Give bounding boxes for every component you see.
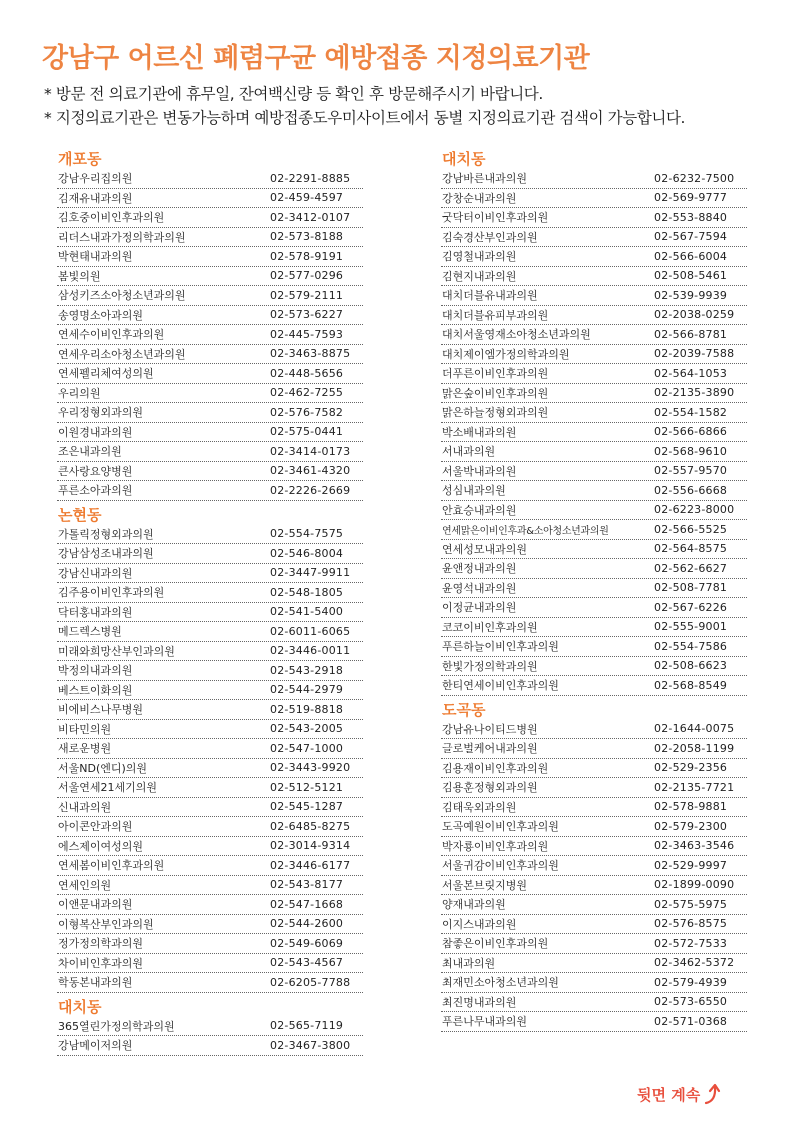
clinic-name: 서내과의원 bbox=[442, 445, 496, 459]
clinic-phone: 02-579-2111 bbox=[270, 288, 344, 302]
clinic-row bbox=[57, 208, 363, 228]
clinic-name: 한티연세이비인후과의원 bbox=[442, 679, 559, 693]
clinic-phone: 02-566-5525 bbox=[654, 522, 728, 536]
clinic-row bbox=[57, 642, 363, 662]
clinic-row bbox=[57, 915, 363, 935]
clinic-row bbox=[441, 856, 747, 876]
clinic-name: 김용훈정형외과의원 bbox=[442, 781, 538, 795]
clinic-phone: 02-2039-7588 bbox=[654, 347, 735, 361]
clinic-row bbox=[441, 442, 747, 462]
clinic-row bbox=[441, 657, 747, 677]
clinic-row bbox=[441, 403, 747, 423]
clinic-name: 굿닥터이비인후과의원 bbox=[442, 211, 549, 225]
clinic-name: 새로운병원 bbox=[58, 742, 112, 756]
clinic-name: 봄빛의원 bbox=[58, 269, 101, 283]
clinic-row bbox=[441, 1012, 747, 1032]
clinic-name: 연세수이비인후과의원 bbox=[58, 328, 165, 342]
clinic-name: 강창순내과의원 bbox=[442, 191, 517, 205]
clinic-name: 김주용이비인후과의원 bbox=[58, 586, 165, 600]
clinic-phone: 02-462-7255 bbox=[270, 386, 344, 400]
clinic-row bbox=[57, 934, 363, 954]
clinic-phone: 02-547-1000 bbox=[270, 741, 344, 755]
clinic-name: 김영철내과의원 bbox=[442, 250, 517, 264]
clinic-row bbox=[441, 676, 747, 696]
clinic-row bbox=[57, 583, 363, 603]
clinic-name: 윤앤정내과의원 bbox=[442, 562, 517, 576]
clinic-phone: 02-544-2600 bbox=[270, 917, 344, 931]
clinic-phone: 02-566-8781 bbox=[654, 327, 728, 341]
clinic-row bbox=[57, 856, 363, 876]
clinic-name: 큰사랑요양병원 bbox=[58, 464, 133, 478]
clinic-phone: 02-445-7593 bbox=[270, 327, 344, 341]
clinic-name: 대치더블유피부과의원 bbox=[442, 308, 549, 322]
clinic-row bbox=[441, 364, 747, 384]
clinic-phone: 02-578-9191 bbox=[270, 249, 344, 263]
clinic-phone: 02-6011-6065 bbox=[270, 624, 351, 638]
clinic-phone: 02-567-7594 bbox=[654, 230, 728, 244]
clinic-phone: 02-576-7582 bbox=[270, 405, 344, 419]
clinic-name: 강남우리집의원 bbox=[58, 172, 133, 186]
clinic-phone: 02-566-6004 bbox=[654, 249, 728, 263]
clinic-phone: 02-548-1805 bbox=[270, 585, 344, 599]
clinic-row bbox=[441, 169, 747, 189]
clinic-name: 더푸른이비인후과의원 bbox=[442, 367, 549, 381]
clinic-row bbox=[441, 345, 747, 365]
clinic-name: 우리정형외과의원 bbox=[58, 406, 144, 420]
clinic-phone: 02-553-8840 bbox=[654, 210, 728, 224]
clinic-phone: 02-3467-3800 bbox=[270, 1038, 351, 1052]
clinic-row bbox=[441, 618, 747, 638]
clinic-name: 최진명내과의원 bbox=[442, 995, 517, 1009]
clinic-phone: 02-564-8575 bbox=[654, 542, 728, 556]
clinic-phone: 02-3014-9314 bbox=[270, 839, 351, 853]
clinic-row bbox=[441, 895, 747, 915]
clinic-row bbox=[57, 247, 363, 267]
clinic-row bbox=[57, 817, 363, 837]
clinic-name: 도곡예원이비인후과의원 bbox=[442, 820, 559, 834]
clinic-name: 가톨릭정형외과의원 bbox=[58, 527, 154, 541]
clinic-name: 강남유나이티드병원 bbox=[442, 722, 538, 736]
clinic-name: 성심내과의원 bbox=[442, 484, 506, 498]
clinic-name: 아이콘안과의원 bbox=[58, 820, 133, 834]
clinic-name: 비에비스나무병원 bbox=[58, 703, 144, 717]
clinic-phone: 02-448-5656 bbox=[270, 366, 344, 380]
clinic-row bbox=[441, 637, 747, 657]
clinic-name: 대치서울영재소아청소년과의원 bbox=[442, 328, 591, 342]
clinic-name: 김재유내과의원 bbox=[58, 191, 133, 205]
clinic-name: 베스트이화의원 bbox=[58, 683, 133, 697]
clinic-row bbox=[57, 564, 363, 584]
notice-line-2: * 지정의료기관은 변동가능하며 예방접종도우미사이트에서 동별 지정의료기관 검색이 가능합니다. bbox=[44, 109, 686, 127]
clinic-row bbox=[57, 837, 363, 857]
clinic-name: 최재민소아청소년과의원 bbox=[442, 976, 559, 990]
clinic-name: 비타민의원 bbox=[58, 722, 112, 736]
clinic-row bbox=[57, 306, 363, 326]
clinic-row bbox=[441, 501, 747, 521]
clinic-row bbox=[57, 325, 363, 345]
clinic-row bbox=[57, 622, 363, 642]
clinic-row bbox=[57, 700, 363, 720]
clinic-row bbox=[57, 525, 363, 545]
clinic-name: 연세봄이비인후과의원 bbox=[58, 859, 165, 873]
clinic-row bbox=[57, 403, 363, 423]
clinic-phone: 02-3463-8875 bbox=[270, 347, 351, 361]
clinic-name: 김용재이비인후과의원 bbox=[442, 761, 549, 775]
clinic-phone: 02-6485-8275 bbox=[270, 819, 351, 833]
clinic-name: 삼성키즈소아청소년과의원 bbox=[58, 289, 186, 303]
clinic-name: 이앤문내과의원 bbox=[58, 898, 133, 912]
clinic-row bbox=[441, 462, 747, 482]
clinic-name: 연세우리소아청소년과의원 bbox=[58, 347, 186, 361]
clinic-phone: 02-3414-0173 bbox=[270, 444, 351, 458]
clinic-name: 박자룡이비인후과의원 bbox=[442, 839, 549, 853]
clinic-name: 글로벌케어내과의원 bbox=[442, 742, 538, 756]
left-column bbox=[57, 149, 363, 1056]
clinic-phone: 02-569-9777 bbox=[654, 191, 728, 205]
clinic-phone: 02-3462-5372 bbox=[654, 956, 735, 970]
clinic-name: 윤영석내과의원 bbox=[442, 581, 517, 595]
clinic-name: 미래와희망산부인과의원 bbox=[58, 644, 175, 658]
clinic-phone: 02-554-1582 bbox=[654, 405, 728, 419]
clinic-name: 박정의내과의원 bbox=[58, 664, 133, 678]
clinic-row bbox=[57, 661, 363, 681]
clinic-row bbox=[57, 481, 363, 501]
clinic-row bbox=[441, 384, 747, 404]
clinic-name: 메드렉스병원 bbox=[58, 625, 122, 639]
clinic-phone: 02-573-6550 bbox=[654, 995, 728, 1009]
clinic-phone: 02-529-2356 bbox=[654, 761, 728, 775]
clinic-phone: 02-3446-0011 bbox=[270, 644, 351, 658]
clinic-name: 이형복산부인과의원 bbox=[58, 917, 154, 931]
clinic-phone: 02-579-4939 bbox=[654, 975, 728, 989]
clinic-row bbox=[441, 520, 747, 540]
clinic-row bbox=[441, 934, 747, 954]
clinic-phone: 02-549-6069 bbox=[270, 936, 344, 950]
clinic-name: 이지스내과의원 bbox=[442, 917, 517, 931]
clinic-row bbox=[57, 1036, 363, 1056]
clinic-phone: 02-571-0368 bbox=[654, 1014, 728, 1028]
clinic-row bbox=[57, 895, 363, 915]
clinic-phone: 02-3443-9920 bbox=[270, 761, 351, 775]
clinic-row bbox=[57, 739, 363, 759]
clinic-row bbox=[441, 423, 747, 443]
clinic-row bbox=[441, 876, 747, 896]
clinic-phone: 02-2135-3890 bbox=[654, 386, 735, 400]
clinic-name: 서울박내과의원 bbox=[442, 464, 517, 478]
section-heading: 대치동 bbox=[58, 997, 102, 1016]
clinic-phone: 02-2226-2669 bbox=[270, 483, 351, 497]
clinic-name: 김태욱외과의원 bbox=[442, 800, 517, 814]
clinic-phone: 02-6232-7500 bbox=[654, 171, 735, 185]
clinic-phone: 02-539-9939 bbox=[654, 288, 728, 302]
clinic-row bbox=[441, 739, 747, 759]
clinic-row bbox=[441, 559, 747, 579]
clinic-name: 정가정의학과의원 bbox=[58, 937, 144, 951]
clinic-row bbox=[57, 423, 363, 443]
clinic-phone: 02-573-6227 bbox=[270, 308, 344, 322]
clinic-name: 참좋은이비인후과의원 bbox=[442, 937, 549, 951]
clinic-row bbox=[441, 481, 747, 501]
clinic-phone: 02-543-2005 bbox=[270, 722, 344, 736]
clinic-phone: 02-2291-8885 bbox=[270, 171, 351, 185]
clinic-row bbox=[441, 798, 747, 818]
clinic-name: 맑은하늘정형외과의원 bbox=[442, 406, 549, 420]
clinic-phone: 02-6223-8000 bbox=[654, 503, 735, 517]
clinic-name: 서울귀감이비인후과의원 bbox=[442, 859, 559, 873]
clinic-phone: 02-3461-4320 bbox=[270, 464, 351, 478]
clinic-row bbox=[441, 817, 747, 837]
clinic-row bbox=[441, 286, 747, 306]
clinic-name: 김호중이비인후과의원 bbox=[58, 211, 165, 225]
clinic-row bbox=[57, 778, 363, 798]
clinic-phone: 02-544-2979 bbox=[270, 683, 344, 697]
clinic-row bbox=[57, 798, 363, 818]
clinic-phone: 02-554-7586 bbox=[654, 639, 728, 653]
clinic-name: 푸른나무내과의원 bbox=[442, 1015, 528, 1029]
clinic-phone: 02-575-5975 bbox=[654, 897, 728, 911]
clinic-row bbox=[441, 759, 747, 779]
notice-line-1: * 방문 전 의료기관에 휴무일, 잔여백신량 등 확인 후 방문해주시기 바랍니다. bbox=[44, 85, 543, 103]
clinic-row bbox=[441, 579, 747, 599]
clinic-row bbox=[441, 993, 747, 1013]
page-title: 강남구 어르신 폐렴구균 예방접종 지정의료기관 bbox=[42, 43, 590, 74]
clinic-name: 신내과의원 bbox=[58, 800, 112, 814]
clinic-phone: 02-543-4567 bbox=[270, 956, 344, 970]
clinic-phone: 02-543-8177 bbox=[270, 878, 344, 892]
clinic-row bbox=[441, 325, 747, 345]
clinic-row bbox=[57, 169, 363, 189]
clinic-name: 최내과의원 bbox=[442, 956, 496, 970]
clinic-row bbox=[441, 306, 747, 326]
clinic-phone: 02-1899-0090 bbox=[654, 878, 735, 892]
clinic-phone: 02-556-6668 bbox=[654, 483, 728, 497]
section-heading: 개포동 bbox=[58, 150, 102, 168]
clinic-name: 서울ND(엔디)의원 bbox=[58, 761, 148, 775]
clinic-row bbox=[57, 267, 363, 287]
clinic-row bbox=[441, 208, 747, 228]
clinic-row bbox=[441, 954, 747, 974]
clinic-name: 맑은숲이비인후과의원 bbox=[442, 386, 549, 400]
clinic-row bbox=[57, 954, 363, 974]
clinic-row bbox=[57, 462, 363, 482]
clinic-phone: 02-3447-9911 bbox=[270, 566, 351, 580]
clinic-phone: 02-543-2918 bbox=[270, 663, 344, 677]
clinic-row bbox=[441, 915, 747, 935]
clinic-row bbox=[57, 973, 363, 993]
clinic-name: 강남삼성조내과의원 bbox=[58, 547, 154, 561]
clinic-phone: 02-547-1668 bbox=[270, 897, 344, 911]
clinic-name: 강남바른내과의원 bbox=[442, 172, 528, 186]
clinic-phone: 02-578-9881 bbox=[654, 800, 728, 814]
clinic-row bbox=[57, 681, 363, 701]
clinic-row bbox=[57, 544, 363, 564]
clinic-phone: 02-508-6623 bbox=[654, 659, 728, 673]
clinic-name: 연세성모내과의원 bbox=[442, 542, 528, 556]
clinic-row bbox=[57, 442, 363, 462]
clinic-phone: 02-555-9001 bbox=[654, 620, 728, 634]
clinic-phone: 02-6205-7788 bbox=[270, 975, 351, 989]
clinic-name: 조은내과의원 bbox=[58, 445, 122, 459]
clinic-phone: 02-554-7575 bbox=[270, 527, 344, 541]
clinic-phone: 02-2135-7721 bbox=[654, 780, 735, 794]
clinic-name: 강남메이저의원 bbox=[58, 1039, 133, 1053]
clinic-row bbox=[57, 364, 363, 384]
section-heading: 논현동 bbox=[58, 505, 102, 524]
clinic-phone: 02-573-8188 bbox=[270, 230, 344, 244]
clinic-row bbox=[441, 837, 747, 857]
section-heading: 도곡동 bbox=[442, 700, 486, 719]
clinic-name: 우리의원 bbox=[58, 386, 101, 400]
clinic-phone: 02-568-8549 bbox=[654, 678, 728, 692]
clinic-name: 푸른소아과의원 bbox=[58, 484, 133, 498]
right-column bbox=[441, 149, 747, 1032]
clinic-row bbox=[57, 384, 363, 404]
clinic-phone: 02-2038-0259 bbox=[654, 308, 735, 322]
clinic-name: 이원경내과의원 bbox=[58, 425, 133, 439]
clinic-phone: 02-545-1287 bbox=[270, 800, 344, 814]
clinic-row bbox=[441, 247, 747, 267]
clinic-phone: 02-575-0441 bbox=[270, 425, 344, 439]
clinic-row bbox=[57, 345, 363, 365]
clinic-phone: 02-529-9997 bbox=[654, 858, 728, 872]
clinic-row bbox=[441, 973, 747, 993]
clinic-name: 강남신내과의원 bbox=[58, 566, 133, 580]
clinic-name: 학동본내과의원 bbox=[58, 976, 133, 990]
clinic-phone: 02-572-7533 bbox=[654, 936, 728, 950]
clinic-row bbox=[441, 228, 747, 248]
clinic-name: 연세펠리체여성의원 bbox=[58, 367, 154, 381]
clinic-row bbox=[441, 189, 747, 209]
curved-arrow-up-icon bbox=[704, 1083, 722, 1105]
clinic-name: 닥터홍내과의원 bbox=[58, 605, 133, 619]
clinic-row bbox=[57, 720, 363, 740]
clinic-name: 박소배내과의원 bbox=[442, 425, 517, 439]
clinic-name: 송영명소아과의원 bbox=[58, 308, 144, 322]
clinic-phone: 02-541-5400 bbox=[270, 605, 344, 619]
clinic-row bbox=[57, 1017, 363, 1037]
clinic-row bbox=[441, 720, 747, 740]
clinic-phone: 02-568-9610 bbox=[654, 444, 728, 458]
clinic-phone: 02-577-0296 bbox=[270, 269, 344, 283]
clinic-row bbox=[57, 228, 363, 248]
clinic-name: 리더스내과가정의학과의원 bbox=[58, 230, 186, 244]
clinic-phone: 02-557-9570 bbox=[654, 464, 728, 478]
clinic-phone: 02-3446-6177 bbox=[270, 858, 351, 872]
clinic-row bbox=[57, 759, 363, 779]
clinic-phone: 02-546-8004 bbox=[270, 546, 344, 560]
section-heading: 대치동 bbox=[442, 150, 486, 168]
clinic-phone: 02-562-6627 bbox=[654, 561, 728, 575]
clinic-name: 대치제이엠가정의학과의원 bbox=[442, 347, 570, 361]
clinic-name: 서울본브릿지병원 bbox=[442, 878, 528, 892]
clinic-name: 안효승내과의원 bbox=[442, 503, 517, 517]
clinic-name: 푸른하늘이비인후과의원 bbox=[442, 640, 559, 654]
clinic-row bbox=[441, 598, 747, 618]
clinic-row bbox=[57, 286, 363, 306]
clinic-name: 코코이비인후과의원 bbox=[442, 620, 538, 634]
clinic-phone: 02-1644-0075 bbox=[654, 722, 735, 736]
clinic-name: 박현태내과의원 bbox=[58, 250, 133, 264]
clinic-name: 김숙경산부인과의원 bbox=[442, 230, 538, 244]
clinic-name: 한빛가정의학과의원 bbox=[442, 659, 538, 673]
clinic-phone: 02-459-4597 bbox=[270, 191, 344, 205]
clinic-row bbox=[441, 778, 747, 798]
clinic-row bbox=[57, 189, 363, 209]
clinic-name: 에스제이여성의원 bbox=[58, 839, 144, 853]
clinic-name: 양재내과의원 bbox=[442, 898, 506, 912]
clinic-phone: 02-3463-3546 bbox=[654, 839, 735, 853]
clinic-name: 연세인의원 bbox=[58, 878, 112, 892]
clinic-phone: 02-579-2300 bbox=[654, 819, 728, 833]
clinic-phone: 02-565-7119 bbox=[270, 1019, 344, 1033]
clinic-name: 서울연세21세기의원 bbox=[58, 781, 158, 795]
clinic-phone: 02-508-7781 bbox=[654, 581, 728, 595]
clinic-name: 365열린가정의학과의원 bbox=[58, 1019, 175, 1033]
clinic-phone: 02-508-5461 bbox=[654, 269, 728, 283]
clinic-phone: 02-564-1053 bbox=[654, 366, 728, 380]
clinic-name: 김현지내과의원 bbox=[442, 269, 517, 283]
clinic-phone: 02-566-6866 bbox=[654, 425, 728, 439]
clinic-name: 연세맑은이비인후과&소아청소년과의원 bbox=[442, 525, 609, 537]
clinic-row bbox=[441, 540, 747, 560]
continued-label: 뒷면 계속 bbox=[637, 1085, 701, 1104]
clinic-phone: 02-3412-0107 bbox=[270, 210, 351, 224]
clinic-row bbox=[57, 876, 363, 896]
clinic-name: 대치더블유내과의원 bbox=[442, 289, 538, 303]
clinic-phone: 02-576-8575 bbox=[654, 917, 728, 931]
clinic-row bbox=[441, 267, 747, 287]
clinic-name: 차이비인후과의원 bbox=[58, 956, 144, 970]
clinic-row bbox=[57, 603, 363, 623]
clinic-phone: 02-567-6226 bbox=[654, 600, 728, 614]
clinic-name: 이정균내과의원 bbox=[442, 601, 517, 615]
clinic-phone: 02-512-5121 bbox=[270, 780, 344, 794]
continued-on-back bbox=[637, 1083, 722, 1105]
clinic-phone: 02-2058-1199 bbox=[654, 741, 735, 755]
clinic-phone: 02-519-8818 bbox=[270, 702, 344, 716]
